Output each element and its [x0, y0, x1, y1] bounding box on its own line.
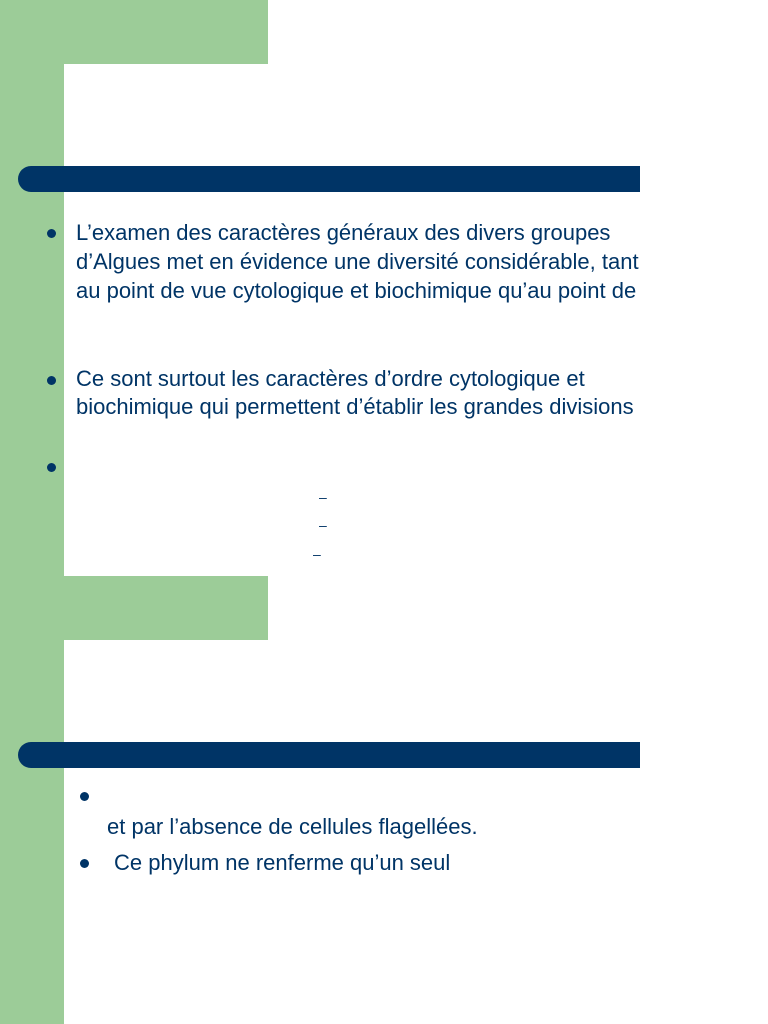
dash-mark: – [319, 517, 327, 533]
bullet-dot-icon [47, 463, 56, 472]
bullet-dot-icon [80, 859, 89, 868]
bullet-dot-icon [80, 792, 89, 801]
bullet-line: au point de vue cytologique et biochimique qu’au point de [76, 278, 637, 303]
bullet-dot-icon [47, 376, 56, 385]
slide-2 [0, 576, 768, 1024]
bullet-line: d’Algues met en évidence une diversité considérable, tant [76, 249, 639, 274]
dash-mark: – [319, 489, 327, 505]
bullet-line: L’examen des caractères généraux des divers groupes [76, 220, 611, 245]
bullet-line: biochimique qui permettent d’établir les grandes divisions [76, 394, 634, 419]
bullet-line: Ce sont surtout les caractères d’ordre cytologique et [76, 366, 585, 391]
bullet-line: et par l’absence de cellules flagellées. [107, 814, 478, 839]
bullet-dot-icon [47, 229, 56, 238]
bullet-line: Ce phylum ne renferme qu’un seul [114, 850, 451, 875]
bullet-list [0, 576, 768, 1024]
dash-mark: – [313, 546, 321, 562]
